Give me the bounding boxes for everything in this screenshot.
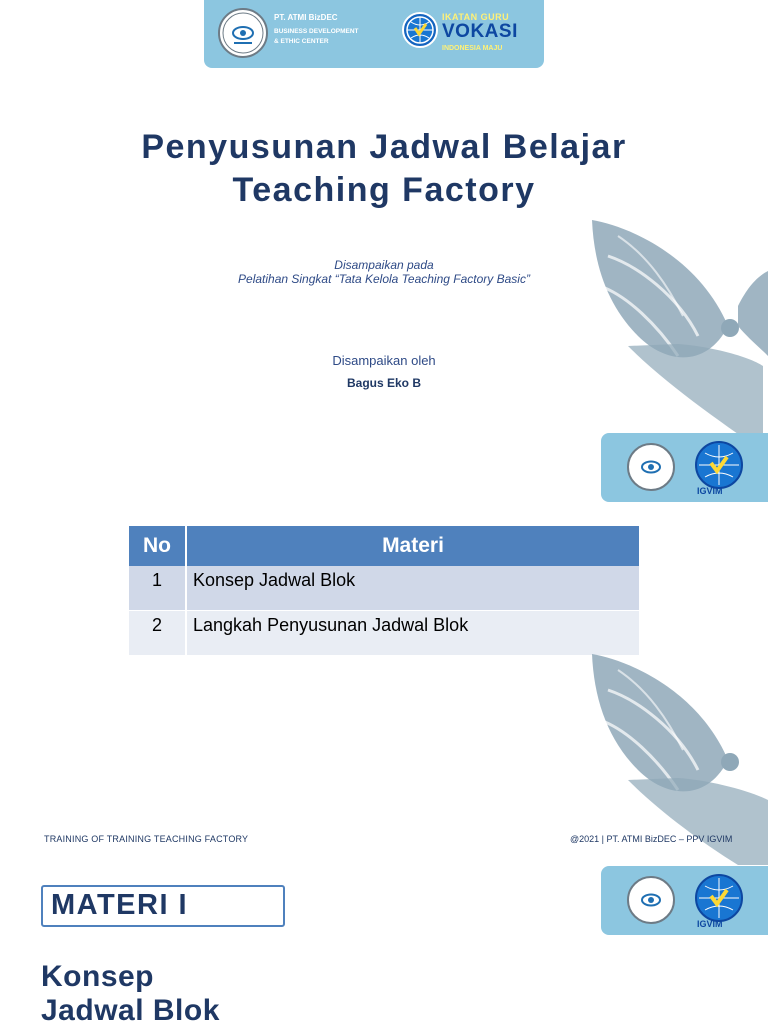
table-row bbox=[129, 566, 639, 611]
table-header-row bbox=[129, 526, 639, 566]
row-materi: Konsep Jadwal Blok bbox=[186, 566, 639, 611]
atmi-bizdec-logo bbox=[627, 876, 675, 924]
company-name: PT. ATMI BizDEC bbox=[274, 13, 338, 22]
globe-icon bbox=[697, 876, 741, 920]
butterfly-icon bbox=[588, 216, 768, 441]
butterfly-icon bbox=[588, 650, 768, 865]
header-no: No bbox=[129, 526, 186, 566]
title-line-2: Teaching Factory bbox=[232, 171, 536, 209]
igvim-logo bbox=[695, 441, 743, 489]
table-row bbox=[129, 611, 639, 656]
footer-left-text: TRAINING OF TRAINING TEACHING FACTORY bbox=[44, 834, 249, 844]
butterfly-decoration-bottom bbox=[588, 650, 768, 865]
side-logo-tab-top bbox=[601, 433, 768, 502]
section-heading bbox=[41, 960, 220, 1028]
page-title bbox=[0, 126, 768, 212]
butterfly-decoration-top bbox=[588, 216, 768, 441]
igvim-caption: IGVIM bbox=[697, 486, 723, 496]
row-materi: Langkah Penyusunan Jadwal Blok bbox=[186, 611, 639, 656]
footer-right-text: @2021 | PT. ATMI BizDEC – PPV IGVIM bbox=[570, 834, 733, 844]
igvim-main-text: VOKASI bbox=[442, 21, 518, 42]
header-banner bbox=[204, 0, 544, 68]
delivered-at-label: Disampaikan pada bbox=[334, 258, 434, 272]
igvim-top-text: IKATAN GURU bbox=[442, 12, 510, 22]
eye-icon bbox=[220, 10, 266, 56]
atmi-bizdec-logo bbox=[627, 443, 675, 491]
delivered-at-event: Pelatihan Singkat “Tata Kelola Teaching Factory Basic” bbox=[238, 272, 530, 286]
company-subtitle bbox=[274, 27, 359, 47]
igvim-bottom-text: INDONESIA MAJU bbox=[442, 45, 503, 52]
company-subtitle-line2: & ETHIC CENTER bbox=[274, 38, 329, 45]
section-label-box bbox=[41, 885, 285, 927]
company-subtitle-line1: BUSINESS DEVELOPMENT bbox=[274, 28, 359, 35]
eye-icon bbox=[629, 878, 673, 922]
section-heading-line-1: Konsep bbox=[41, 960, 155, 993]
globe-icon bbox=[697, 443, 741, 487]
eye-icon bbox=[629, 445, 673, 489]
side-logo-tab-bottom bbox=[601, 866, 768, 935]
title-line-1: Penyusunan Jadwal Belajar bbox=[141, 128, 627, 166]
delivered-by-label: Disampaikan oleh bbox=[332, 353, 436, 368]
header-materi: Materi bbox=[186, 526, 639, 566]
section-label: MATERI I bbox=[51, 889, 189, 921]
igvim-caption: IGVIM bbox=[697, 919, 723, 929]
igvim-logo bbox=[695, 874, 743, 922]
materi-table bbox=[129, 526, 639, 655]
atmi-bizdec-logo bbox=[218, 8, 268, 58]
section-heading-line-2: Jadwal Blok bbox=[41, 994, 220, 1027]
row-number: 1 bbox=[129, 566, 186, 611]
igvim-logo bbox=[402, 12, 438, 48]
row-number: 2 bbox=[129, 611, 186, 656]
presenter-name: Bagus Eko B bbox=[346, 376, 421, 390]
globe-icon bbox=[404, 14, 436, 46]
